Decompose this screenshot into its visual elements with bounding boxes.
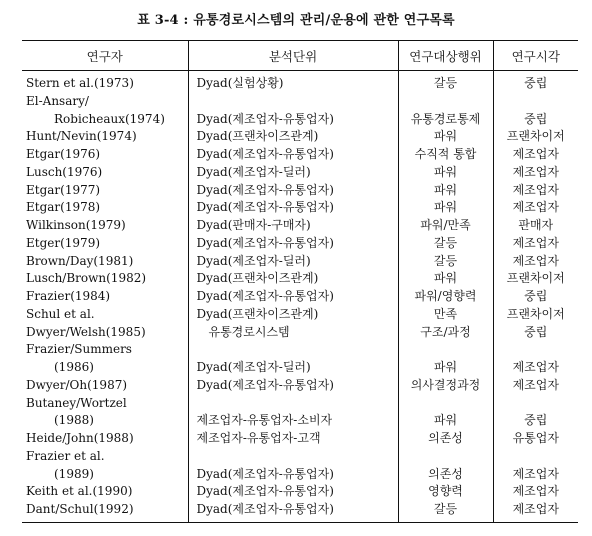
researcher-cell: Robicheaux(1974): [54, 111, 165, 126]
table-row: [22, 182, 578, 200]
behavior-cell: [398, 341, 493, 359]
behavior-cell: 갈등: [398, 71, 493, 93]
table-row: [22, 359, 578, 377]
behavior-cell: 영향력: [398, 483, 493, 501]
behavior-cell: 구조/과정: [398, 324, 493, 342]
research-table: [22, 40, 578, 523]
behavior-cell: 파워: [398, 128, 493, 146]
unit-cell: Dyad(제조업자-유통업자): [188, 146, 398, 164]
table-header: [22, 41, 578, 71]
unit-cell: 제조업자-유통업자-고객: [188, 430, 398, 448]
unit-cell: [188, 395, 398, 413]
table-row: [22, 448, 578, 466]
unit-cell: Dyad(제조업자-딜러): [188, 164, 398, 182]
perspective-cell: 제조업자: [493, 146, 578, 164]
table-row: [22, 111, 578, 129]
behavior-cell: 갈등: [398, 501, 493, 522]
unit-cell: Dyad(실험상황): [188, 71, 398, 93]
perspective-cell: 제조업자: [493, 164, 578, 182]
unit-cell: Dyad(제조업자-유통업자): [188, 199, 398, 217]
table-row: [22, 501, 578, 522]
researcher-cell: (1988): [54, 413, 94, 428]
table-row: [22, 128, 578, 146]
researcher-cell: (1986): [54, 360, 94, 374]
researcher-cell: Dwyer/Welsh(1985): [26, 324, 146, 339]
unit-cell: 유통경로시스템: [188, 324, 398, 342]
table-row: [22, 164, 578, 182]
behavior-cell: 의사결정과정: [398, 377, 493, 395]
researcher-cell: El-Ansary/: [26, 93, 89, 108]
unit-cell: Dyad(프랜차이즈관계): [188, 270, 398, 288]
unit-cell: [188, 93, 398, 111]
unit-cell: Dyad(프랜차이즈관계): [188, 306, 398, 324]
behavior-cell: 갈등: [398, 235, 493, 253]
perspective-cell: 제조업자: [493, 483, 578, 501]
table-row: [22, 253, 578, 271]
perspective-cell: 제조업자: [493, 182, 578, 200]
unit-cell: Dyad(제조업자-딜러): [188, 253, 398, 271]
perspective-cell: 제조업자: [493, 377, 578, 395]
unit-cell: Dyad(제조업자-딜러): [188, 359, 398, 377]
perspective-cell: 제조업자: [493, 501, 578, 522]
unit-cell: Dyad(제조업자-유통업자): [188, 483, 398, 501]
behavior-cell: 의존성: [398, 466, 493, 484]
table-row: [22, 235, 578, 253]
table-row: [22, 217, 578, 235]
behavior-cell: 파워/영향력: [398, 288, 493, 306]
unit-cell: Dyad(제조업자-유통업자): [188, 111, 398, 129]
perspective-cell: 제조업자: [493, 235, 578, 253]
unit-cell: Dyad(판매자-구매자): [188, 217, 398, 235]
researcher-cell: Keith et al.(1990): [26, 484, 133, 499]
perspective-cell: 프랜차이저: [493, 270, 578, 288]
researcher-cell: Etger(1979): [26, 235, 101, 250]
perspective-cell: [493, 395, 578, 413]
perspective-cell: 제조업자: [493, 359, 578, 377]
table-caption: 표 3-4 : 유통경로시스템의 관리/운용에 관한 연구목록: [137, 13, 455, 28]
unit-cell: 제조업자-유통업자-소비자: [188, 412, 398, 430]
table-row: [22, 377, 578, 395]
unit-cell: Dyad(제조업자-유통업자): [188, 466, 398, 484]
researcher-cell: Schul et al.: [26, 306, 95, 321]
unit-cell: [188, 448, 398, 466]
perspective-cell: [493, 341, 578, 359]
table-row: [22, 288, 578, 306]
perspective-cell: 중립: [493, 324, 578, 342]
perspective-cell: 프랜차이저: [493, 306, 578, 324]
behavior-cell: 파워: [398, 164, 493, 182]
table-row: [22, 324, 578, 342]
researcher-cell: Frazier(1984): [26, 289, 111, 303]
behavior-cell: 파워/만족: [398, 217, 493, 235]
perspective-cell: 유통업자: [493, 430, 578, 448]
behavior-cell: 파워: [398, 182, 493, 200]
researcher-cell: Lusch(1976): [26, 164, 103, 179]
behavior-cell: 의존성: [398, 430, 493, 448]
table-row: [22, 341, 578, 359]
table-row: [22, 306, 578, 324]
unit-cell: Dyad(프랜차이즈관계): [188, 128, 398, 146]
perspective-cell: 제조업자: [493, 253, 578, 271]
researcher-cell: Dant/Schul(1992): [22, 501, 188, 522]
behavior-cell: 파워: [398, 199, 493, 217]
researcher-cell: Frazier et al.: [26, 448, 105, 463]
behavior-cell: 만족: [398, 306, 493, 324]
behavior-cell: 파워: [398, 412, 493, 430]
behavior-cell: 유통경로통제: [398, 111, 493, 129]
header-unit: 분석단위: [188, 41, 398, 71]
table-row: [22, 395, 578, 413]
unit-cell: Dyad(제조업자-유통업자): [188, 182, 398, 200]
researcher-cell: Lusch/Brown(1982): [26, 271, 147, 286]
table-row: [22, 466, 578, 484]
perspective-cell: 중립: [493, 71, 578, 93]
perspective-cell: [493, 448, 578, 466]
behavior-cell: [398, 448, 493, 466]
researcher-cell: Brown/Day(1981): [26, 253, 134, 268]
unit-cell: Dyad(제조업자-유통업자): [188, 377, 398, 395]
unit-cell: Dyad(제조업자-유통업자): [188, 235, 398, 253]
table-row: [22, 270, 578, 288]
researcher-cell: Etgar(1977): [26, 182, 101, 197]
perspective-cell: 제조업자: [493, 466, 578, 484]
behavior-cell: 갈등: [398, 253, 493, 271]
unit-cell: Dyad(제조업자-유통업자): [188, 288, 398, 306]
researcher-cell: Etgar(1978): [26, 200, 101, 215]
perspective-cell: 제조업자: [493, 199, 578, 217]
perspective-cell: 프랜차이저: [493, 128, 578, 146]
table-body: [22, 71, 578, 523]
header-row: [22, 41, 578, 71]
header-behavior: 연구대상행위: [398, 41, 493, 71]
behavior-cell: 파워: [398, 270, 493, 288]
perspective-cell: 중립: [493, 111, 578, 129]
behavior-cell: 수직적 통합: [398, 146, 493, 164]
perspective-cell: 판매자: [493, 217, 578, 235]
researcher-cell: Wilkinson(1979): [26, 218, 126, 232]
researcher-cell: Stern et al.(1973): [26, 76, 134, 90]
behavior-cell: [398, 395, 493, 413]
header-researcher: 연구자: [22, 41, 188, 71]
researcher-cell: Heide/John(1988): [26, 431, 134, 445]
table-row: [22, 93, 578, 111]
perspective-cell: 중립: [493, 412, 578, 430]
header-perspective: 연구시각: [493, 41, 578, 71]
unit-cell: Dyad(제조업자-유통업자): [188, 501, 398, 522]
researcher-cell: Hunt/Nevin(1974): [26, 129, 137, 144]
table-row: [22, 146, 578, 164]
researcher-cell: Butaney/Wortzel: [26, 395, 127, 410]
researcher-cell: Etgar(1976): [26, 147, 101, 161]
perspective-cell: [493, 93, 578, 111]
table-row: [22, 71, 578, 93]
behavior-cell: 파워: [398, 359, 493, 377]
unit-cell: [188, 341, 398, 359]
researcher-cell: (1989): [54, 466, 94, 481]
researcher-cell: Dwyer/Oh(1987): [26, 377, 128, 392]
behavior-cell: [398, 93, 493, 111]
table-row: [22, 199, 578, 217]
research-list-table: [22, 40, 578, 523]
table-row: [22, 483, 578, 501]
table-row: [22, 430, 578, 448]
perspective-cell: 중립: [493, 288, 578, 306]
table-row: [22, 412, 578, 430]
researcher-cell: Frazier/Summers: [26, 342, 132, 357]
